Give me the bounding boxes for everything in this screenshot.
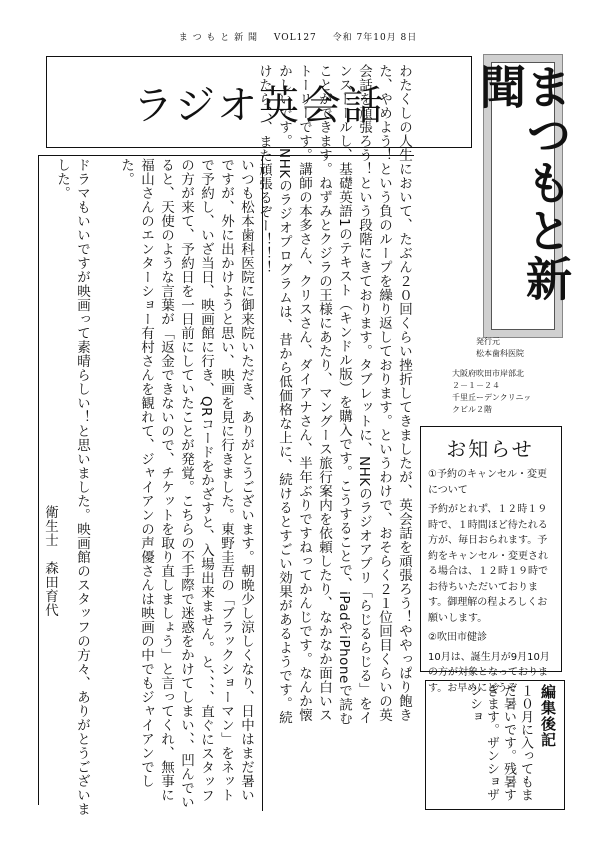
notice-item1-heading: ①予約のキャンセル・変更について	[428, 469, 547, 496]
notice-title: お知らせ	[446, 437, 534, 461]
publisher-name: 松本歯科医院	[476, 349, 524, 358]
notice-item2-body: 10月は、誕生月が9月10月の方が対象となっております。お早めにどうぞ	[428, 651, 550, 694]
article-movie-closing: ドラマもいいですが映画って素晴らしい！と思いました。映画館のスタッフの方々、ありがとうございました。	[54, 158, 90, 816]
article-radio-english: わたくしの人生において、たぶん２０回くらい挫折してきましたが、英会話を頑張ろう！ややっぱり飽きた、やめよう！という負のループを繰り返しております。というわけで、おそらく２１位回目くらいの英会話を頑張ろう！という段階にきております。タブレットに、NHKのラジオアプリ「らじるらじる」をインストールし、基礎英語1のテキスト（キンドル版）を購入です。こうすることで、iPadやiPhoneで読むことができます。ねずみとクジラの王様にあたり、マングース旅行案内を依頼したり、なかなか面白いストーリーです。講師の本多さん、クリスさん、ダイアナさん、半年ぶりですねってかんじです。なんか懐かしいです。NHKのラジオプログラムは、昔から低価格な上に、続けるとすごい効果があるようです。続けたら、、、また頑張るぞー！！！	[256, 64, 412, 726]
publisher-label: 発行元	[476, 337, 500, 346]
masthead	[473, 62, 573, 330]
notice-item2-heading: ②吹田市健診	[428, 632, 487, 643]
notice-body	[428, 467, 556, 700]
editor-note-title: 編集後記	[539, 684, 557, 748]
author-signature: 衛生士 森田育代	[42, 505, 58, 617]
article-movie-greeting: いつも松本歯科医院に御来院いただき、ありがとうございます。朝晩少し涼しくなり、日中はまだ暑いですが、外に出かけようと思い、映画を見に行きました。東野圭吾の「ブラックショーマン」をネットで予約し、いざ当日、映画館に行き、QRコードをかざすと、入場出来ません。と、、、、直ぐにスタッフの方が来て、予約日を一日前にしていたことが発覚。こちらの不手際で迷惑をかけてしまい、、凹んでいると、天使のような言葉が「返金できないので、チケットを取り直しましょう」と言ってくれ、無事に福山さんのエンターショー有村さんを観れて、ジャイアンの声優さんは映画の中でもジャイアンでした。	[118, 158, 254, 810]
page-title: ラジオ英会話	[133, 82, 385, 129]
volume-number: VOL127	[273, 33, 317, 43]
header-line	[0, 30, 596, 43]
publisher-building-1: 千里丘ーデンクリニッ	[452, 393, 532, 402]
notice-item1-body: 予約がとれず、１２時１９時で、１時間ほど待たれる方が、毎日おられます。予約をキャンセル・変更される場合は、１２時１９時で お待ちいただいております。御理解の程よろしくお願いします。	[428, 504, 548, 624]
publisher-address-1: 大阪府吹田市岸部北	[452, 369, 524, 378]
issue-date: 令和 7年10月 8日	[332, 33, 418, 43]
publisher-building-2: クビル２階	[452, 405, 492, 414]
publisher-address-2: ２－１－２４	[452, 381, 500, 390]
publisher-info	[452, 336, 572, 416]
paper-name: ま つ も と 新 聞	[178, 33, 259, 43]
masthead-title: まつもと新聞	[473, 63, 573, 303]
editor-note-body: １０月に入ってもまだ暑いです。残暑すぎます。ザンショザンショ	[467, 684, 533, 801]
